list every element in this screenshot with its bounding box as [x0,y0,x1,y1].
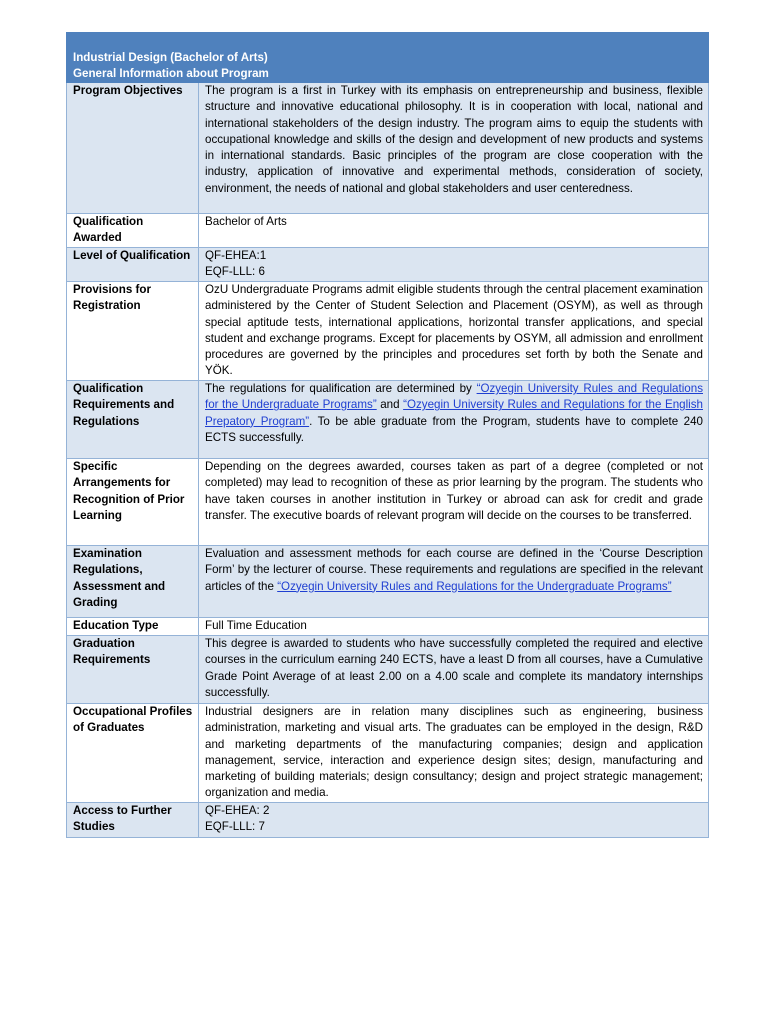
undergraduate-rules-link[interactable]: “Ozyegin University Rules and Regulations for the Undergraduate Programs” [277,579,672,593]
requirements-text-before: The regulations for qualification are determined by [205,382,477,395]
row-label: Occupational Profiles of Graduates [67,704,199,803]
row-label: Access to Further Studies [67,803,199,838]
program-title: Industrial Design (Bachelor of Arts) [73,51,268,64]
row-label: Qualification Requirements and Regulations [67,381,199,459]
requirements-text-middle: and [376,398,404,412]
education-type-value: Full Time Education [199,618,709,636]
row-label: Level of Qualification [67,248,199,282]
eqf-lll-level: EQF-LLL: 7 [205,820,265,834]
table-row [67,546,709,618]
table-row [67,83,709,214]
table-row [67,803,709,838]
table-row [67,636,709,704]
provisions-text: OzU Undergraduate Programs admit eligible students through the central placement examination administered by the Center of Student Selection and Placement (OSYM), as well as through special aptitude tests, international applications, horizontal transfer applications, and special student and exchange programs. Except for placements by OSYM, all admission and enrollment procedures are governed by the principles and procedures set forth by both the Senate and YÖK. [199,282,709,381]
qf-ehea-level: QF-EHEA:1 [205,249,267,262]
examination-text-before: Evaluation and assessment methods for each course are defined in the ‘Course Description Form’ by the lecturer of course. These requirements and regulations are specified in the relevant articles of the [205,547,703,593]
table-header-row [67,33,709,83]
table-header [67,33,709,83]
row-label: Specific Arrangements for Recognition of Prior Learning [67,459,199,546]
program-info-table [66,32,709,838]
undergraduate-rules-link[interactable]: “Ozyegin University Rules and Regulations for the Undergraduate Programs” [205,382,703,412]
level-of-qualification-value [199,248,709,282]
table-row [67,618,709,636]
row-label: Examination Regulations, Assessment and Grading [67,546,199,618]
row-label: Graduation Requirements [67,636,199,704]
row-label: Provisions for Registration [67,282,199,381]
qf-ehea-level: QF-EHEA: 2 [205,804,270,817]
table-row [67,248,709,282]
program-info-table-wrapper [66,32,708,838]
row-label: Qualification Awarded [67,214,199,248]
examination-text [199,546,709,618]
section-title: General Information about Program [73,67,269,80]
row-label: Education Type [67,618,199,636]
table-row [67,704,709,803]
graduation-requirements-text: This degree is awarded to students who have successfully completed the required and elective courses in the curriculum earning 240 ECTS, have a least D from all courses, have a Cumulative Grade Point Average of at least 2.00 on a 4.00 scale and complete its mandatory internships successfully. [199,636,709,704]
occupational-profiles-text: Industrial designers are in relation many disciplines such as engineering, business administration, marketing and visual arts. The graduates can be employed in the design, R&D and marketing departments of the manufacturing companies; design and application management, service, interaction and experience design sites; design, manufacturing and marketing of building materials; design consultancy; design and project strategic management; organization and media. [199,704,709,803]
qualification-requirements-text [199,381,709,459]
eqf-lll-level: EQF-LLL: 6 [205,265,265,279]
row-label: Program Objectives [67,83,199,214]
further-studies-value [199,803,709,838]
table-row [67,282,709,381]
prep-program-rules-link[interactable]: “Ozyegin University Rules and Regulations for the English Prepatory Program” [205,398,703,428]
table-row [67,214,709,248]
qualification-awarded-value: Bachelor of Arts [199,214,709,248]
prior-learning-text: Depending on the degrees awarded, courses taken as part of a degree (completed or not completed) may lead to recognition of these as prior learning by the program. The students who have taken courses in another institution in Turkey or abroad can ask for credit and grade transfer. The executive boards of relevant program will decide on the courses to be transferred. [199,459,709,546]
table-row [67,381,709,459]
program-objectives-text: The program is a first in Turkey with its emphasis on entrepreneurship and business, flexible structure and innovative educational philosophy. It is in cooperation with local, national and international stakeholders of the design industry. The program aims to equip the students with occupational knowledge and skills of the design and development of new products and systems in international standards. Basic principles of the program are close cooperation with the industry, application of innovative and experimental methods, consideration of society, environment, the needs of national and global stakeholders and user centeredness. [199,83,709,214]
table-row [67,459,709,546]
requirements-text-after: . To be able graduate from the Program, students have to complete 240 ECTS successfully. [205,414,703,444]
